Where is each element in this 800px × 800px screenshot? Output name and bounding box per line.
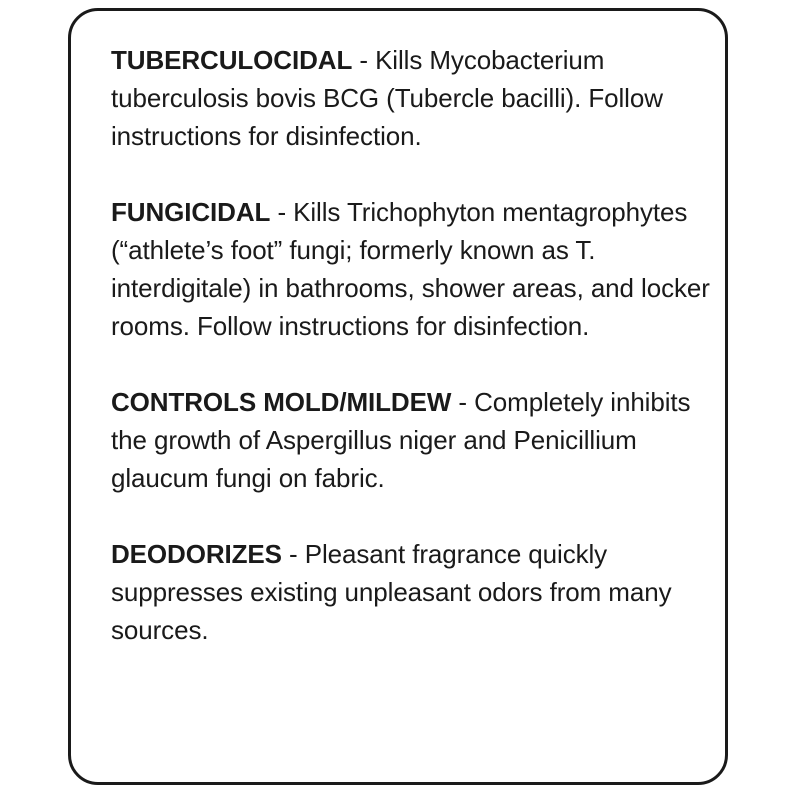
claim-heading: TUBERCULOCIDAL <box>111 45 353 75</box>
claim-separator: - <box>270 197 294 227</box>
claim-heading: CONTROLS MOLD/MILDEW <box>111 387 452 417</box>
claim-separator: - <box>281 539 305 569</box>
claim-body: Pleasant fragrance quickly suppresses existing unpleasant odors from many sources. <box>111 539 672 645</box>
claim-heading: FUNGICIDAL <box>111 197 271 227</box>
claim-deodorizes <box>111 535 711 649</box>
label-panel <box>68 8 728 785</box>
claim-heading: DEODORIZES <box>111 539 282 569</box>
claim-tuberculocidal <box>111 41 711 155</box>
claim-separator: - <box>451 387 475 417</box>
claim-body: Kills Trichophyton mentagrophytes (“athlete’s foot” fungi; formerly known as T. interdigitale) in bathrooms, shower areas, and locker rooms. Follow instructions for disinfection. <box>111 197 710 341</box>
claims-list <box>111 41 711 649</box>
claim-body: Kills Mycobacterium tuberculosis bovis BCG (Tubercle bacilli). Follow instructions for disinfection. <box>111 45 663 151</box>
claim-separator: - <box>352 45 376 75</box>
claim-body: Completely inhibits the growth of Aspergillus niger and Penicillium glaucum fungi on fabric. <box>111 387 691 493</box>
claim-controls-mold-mildew <box>111 383 711 497</box>
claim-fungicidal <box>111 193 711 345</box>
